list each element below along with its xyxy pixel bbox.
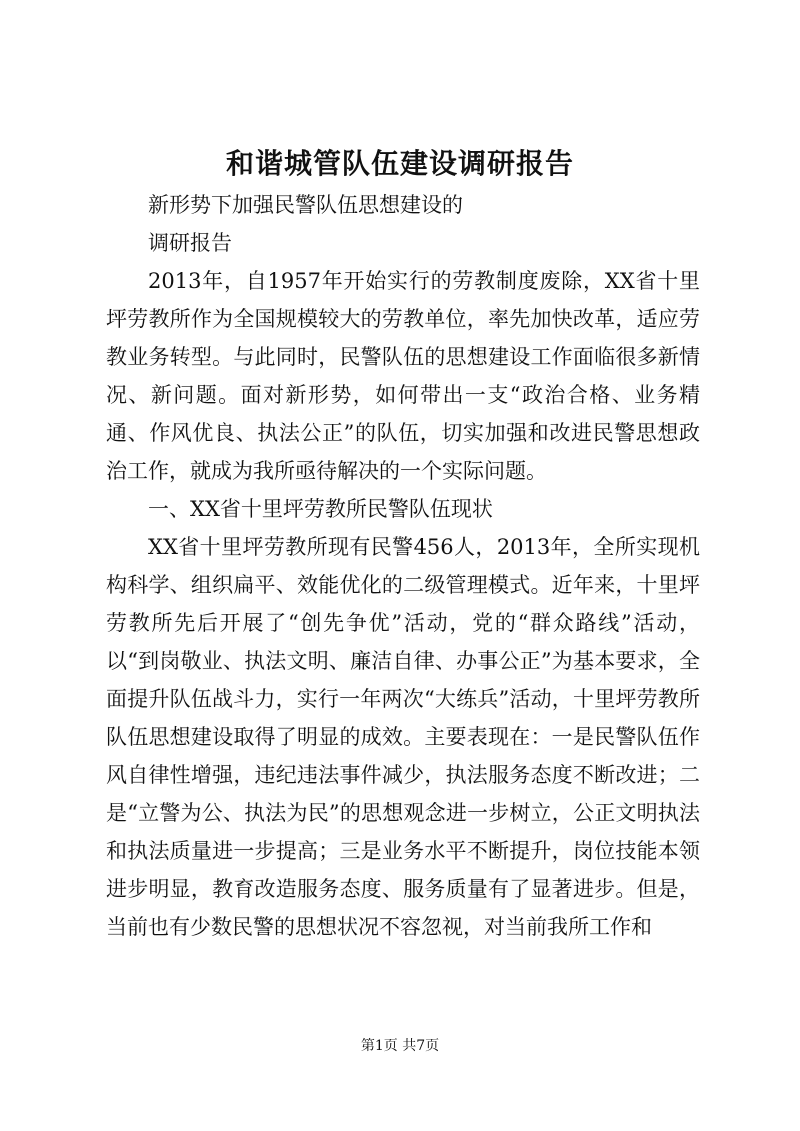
page-footer: 第1页 共7页 [360, 1038, 440, 1054]
body-paragraph-subtitle-line-2: 调研报告 [148, 231, 232, 255]
body-paragraph-subtitle-line-1: 新形势下加强民警队伍思想建设的 [148, 193, 463, 217]
document-body [106, 186, 700, 946]
document-title: 和谐城管队伍建设调研报告 [225, 147, 574, 180]
body-paragraph-current-status: XX省十里坪劳教所现有民警456人，2013年，全所实现机构科学、组织扁平、效能优化的二级管理模式。近年来，十里坪劳教所先后开展了“创先争优”活动，党的“群众路线”活动，以“到岗敬业、执法文明、廉洁自律、办事公正”为基本要求，全面提升队伍战斗力，实行一年两次“大练兵”活动，十里坪劳教所队伍思想建设取得了明显的成效。主要表现在：一是民警队伍作风自律性增强，违纪违法事件减少，执法服务态度不断改进；二是“立警为公、执法为民”的思想观念进一步树立，公正文明执法和执法质量进一步提高；三是业务水平不断提升，岗位技能本领进步明显，教育改造服务态度、服务质量有了显著进步。但是，当前也有少数民警的思想状况不容忽视，对当前我所工作和 [106, 535, 700, 939]
body-paragraph-introduction: 2013年，自1957年开始实行的劳教制度废除，XX省十里坪劳教所作为全国规模较大的劳教单位，率先加快改革，适应劳教业务转型。与此同时，民警队伍的思想建设工作面临很多新情况、新问题。面对新形势，如何带出一支“政治合格、业务精通、作风优良、执法公正”的队伍，切实加强和改进民警思想政治工作，就成为我所亟待解决的一个实际问题。 [106, 269, 700, 483]
section-heading-current-status: 一、XX省十里坪劳教所民警队伍现状 [148, 497, 493, 521]
